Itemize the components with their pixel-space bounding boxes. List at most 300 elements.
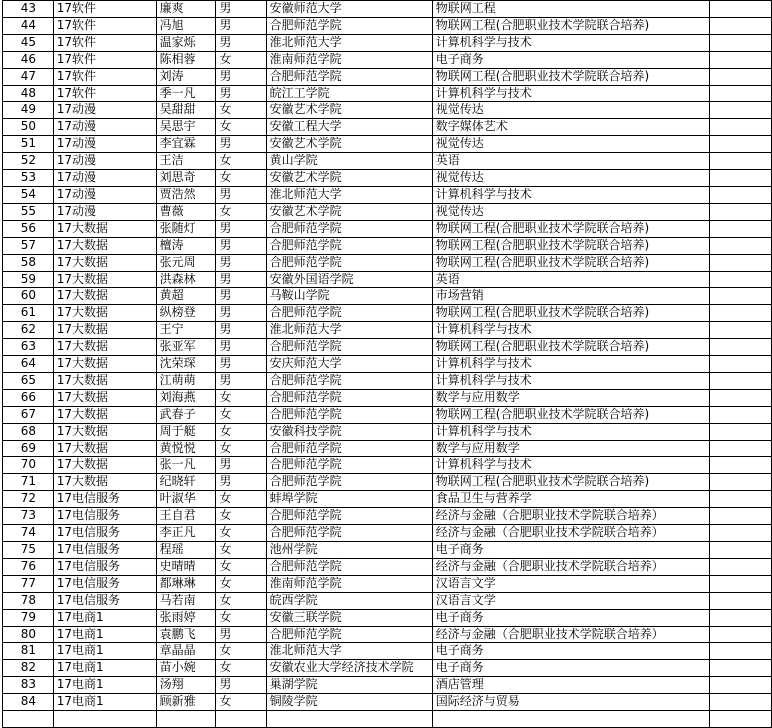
cell-class[interactable]: 17大数据 (53, 237, 156, 254)
cell-university[interactable]: 合肥师范学院 (266, 457, 432, 474)
cell-class[interactable]: 17电信服务 (53, 491, 156, 508)
cell-class[interactable]: 17大数据 (53, 440, 156, 457)
cell-university[interactable]: 合肥师范学院 (266, 474, 432, 491)
cell-program[interactable]: 物联网工程(合肥职业技术学院联合培养) (432, 17, 709, 34)
cell-program[interactable]: 计算机科学与技术 (432, 322, 709, 339)
cell-num[interactable]: 72 (3, 491, 54, 508)
cell-program[interactable]: 食品卫生与营养学 (432, 491, 709, 508)
cell-empty[interactable] (710, 356, 772, 373)
cell-class[interactable]: 17大数据 (53, 288, 156, 305)
cell-class[interactable]: 17动漫 (53, 119, 156, 136)
cell-gender[interactable]: 女 (216, 102, 266, 119)
cell-gender[interactable]: 男 (216, 186, 266, 203)
cell-num[interactable]: 70 (3, 457, 54, 474)
cell-program[interactable]: 计算机科学与技术 (432, 457, 709, 474)
cell-program[interactable]: 物联网工程 (432, 1, 709, 18)
cell-program[interactable]: 英语 (432, 153, 709, 170)
cell-university[interactable]: 安徽农业大学经济技术学院 (266, 660, 432, 677)
cell-empty[interactable] (710, 102, 772, 119)
cell-name[interactable]: 武春子 (156, 406, 216, 423)
cell-university[interactable]: 合肥师范学院 (266, 237, 432, 254)
cell-university[interactable]: 安徽艺术学院 (266, 102, 432, 119)
cell-empty[interactable] (710, 508, 772, 525)
cell-name[interactable]: 马若南 (156, 592, 216, 609)
cell-num[interactable]: 66 (3, 389, 54, 406)
cell-name[interactable]: 黄悦悦 (156, 440, 216, 457)
cell-empty[interactable] (710, 51, 772, 68)
cell-gender[interactable]: 女 (216, 389, 266, 406)
cell-class[interactable]: 17动漫 (53, 153, 156, 170)
cell-class[interactable]: 17大数据 (53, 406, 156, 423)
cell-name[interactable]: 史晴晴 (156, 558, 216, 575)
cell-num[interactable]: 57 (3, 237, 54, 254)
cell-empty[interactable] (710, 288, 772, 305)
cell-class[interactable]: 17软件 (53, 85, 156, 102)
cell-name[interactable]: 刘涛 (156, 68, 216, 85)
cell-gender[interactable]: 男 (216, 356, 266, 373)
cell-gender[interactable]: 男 (216, 136, 266, 153)
cell-empty[interactable] (710, 525, 772, 542)
cell-empty[interactable] (710, 389, 772, 406)
cell-program[interactable]: 物联网工程(合肥职业技术学院联合培养) (432, 406, 709, 423)
cell-program[interactable]: 物联网工程(合肥职业技术学院联合培养) (432, 254, 709, 271)
cell-program[interactable]: 计算机科学与技术 (432, 372, 709, 389)
cell-empty[interactable] (710, 491, 772, 508)
cell-num[interactable]: 63 (3, 339, 54, 356)
cell-gender[interactable]: 女 (216, 423, 266, 440)
cell-program[interactable]: 电子商务 (432, 643, 709, 660)
cell-num[interactable]: 82 (3, 660, 54, 677)
cell-university[interactable]: 铜陵学院 (266, 694, 432, 711)
cell-gender[interactable] (216, 711, 266, 728)
cell-num[interactable]: 60 (3, 288, 54, 305)
cell-class[interactable]: 17大数据 (53, 474, 156, 491)
cell-empty[interactable] (710, 34, 772, 51)
cell-class[interactable]: 17电信服务 (53, 508, 156, 525)
cell-num[interactable]: 68 (3, 423, 54, 440)
cell-name[interactable]: 都琳琳 (156, 575, 216, 592)
cell-gender[interactable]: 男 (216, 457, 266, 474)
cell-empty[interactable] (710, 339, 772, 356)
cell-class[interactable]: 17大数据 (53, 423, 156, 440)
cell-empty[interactable] (710, 406, 772, 423)
cell-program[interactable]: 国际经济与贸易 (432, 694, 709, 711)
cell-num[interactable]: 74 (3, 525, 54, 542)
cell-university[interactable]: 安徽外国语学院 (266, 271, 432, 288)
cell-empty[interactable] (710, 136, 772, 153)
cell-empty[interactable] (710, 119, 772, 136)
cell-gender[interactable]: 男 (216, 254, 266, 271)
cell-class[interactable]: 17电商1 (53, 694, 156, 711)
cell-empty[interactable] (710, 322, 772, 339)
cell-university[interactable]: 合肥师范学院 (266, 220, 432, 237)
cell-university[interactable]: 安徽三联学院 (266, 609, 432, 626)
cell-empty[interactable] (710, 17, 772, 34)
cell-name[interactable]: 温家烁 (156, 34, 216, 51)
cell-university[interactable]: 安徽艺术学院 (266, 136, 432, 153)
cell-university[interactable]: 安徽工程大学 (266, 119, 432, 136)
cell-university[interactable]: 黄山学院 (266, 153, 432, 170)
cell-university[interactable]: 合肥师范学院 (266, 525, 432, 542)
cell-num[interactable]: 65 (3, 372, 54, 389)
cell-name[interactable]: 纵榜登 (156, 305, 216, 322)
cell-empty[interactable] (710, 558, 772, 575)
cell-empty[interactable] (710, 305, 772, 322)
cell-program[interactable]: 数学与应用数学 (432, 389, 709, 406)
cell-program[interactable]: 数字媒体艺术 (432, 119, 709, 136)
cell-gender[interactable]: 男 (216, 17, 266, 34)
cell-program[interactable]: 电子商务 (432, 542, 709, 559)
cell-name[interactable]: 刘思奇 (156, 170, 216, 187)
cell-class[interactable]: 17电商1 (53, 660, 156, 677)
cell-gender[interactable]: 女 (216, 643, 266, 660)
cell-class[interactable]: 17大数据 (53, 220, 156, 237)
cell-gender[interactable]: 女 (216, 525, 266, 542)
cell-name[interactable]: 刘海燕 (156, 389, 216, 406)
cell-name[interactable]: 张一凡 (156, 457, 216, 474)
cell-empty[interactable] (710, 711, 772, 728)
cell-program[interactable]: 经济与金融（合肥职业技术学院联合培养） (432, 508, 709, 525)
cell-num[interactable]: 43 (3, 1, 54, 18)
cell-name[interactable]: 季一凡 (156, 85, 216, 102)
cell-empty[interactable] (710, 440, 772, 457)
cell-empty[interactable] (710, 457, 772, 474)
cell-name[interactable]: 张随灯 (156, 220, 216, 237)
cell-gender[interactable]: 男 (216, 237, 266, 254)
cell-university[interactable]: 合肥师范学院 (266, 372, 432, 389)
cell-gender[interactable]: 女 (216, 406, 266, 423)
cell-empty[interactable] (710, 186, 772, 203)
cell-empty[interactable] (710, 237, 772, 254)
cell-program[interactable]: 英语 (432, 271, 709, 288)
cell-university[interactable] (266, 711, 432, 728)
cell-class[interactable]: 17电商1 (53, 643, 156, 660)
cell-num[interactable]: 45 (3, 34, 54, 51)
cell-class[interactable]: 17电商1 (53, 609, 156, 626)
cell-empty[interactable] (710, 575, 772, 592)
cell-class[interactable]: 17大数据 (53, 305, 156, 322)
cell-num[interactable]: 81 (3, 643, 54, 660)
cell-num[interactable]: 52 (3, 153, 54, 170)
cell-empty[interactable] (710, 220, 772, 237)
cell-gender[interactable]: 男 (216, 85, 266, 102)
cell-empty[interactable] (710, 271, 772, 288)
cell-class[interactable]: 17动漫 (53, 136, 156, 153)
cell-empty[interactable] (710, 474, 772, 491)
cell-gender[interactable]: 女 (216, 119, 266, 136)
cell-university[interactable]: 皖西学院 (266, 592, 432, 609)
cell-empty[interactable] (710, 1, 772, 18)
cell-class[interactable]: 17电商1 (53, 677, 156, 694)
cell-program[interactable]: 计算机科学与技术 (432, 186, 709, 203)
cell-empty[interactable] (710, 609, 772, 626)
cell-name[interactable]: 王洁 (156, 153, 216, 170)
cell-name[interactable]: 袁鹏飞 (156, 626, 216, 643)
cell-num[interactable]: 47 (3, 68, 54, 85)
cell-program[interactable]: 酒店管理 (432, 677, 709, 694)
cell-program[interactable] (432, 711, 709, 728)
cell-university[interactable]: 合肥师范学院 (266, 440, 432, 457)
cell-university[interactable]: 合肥师范学院 (266, 17, 432, 34)
cell-program[interactable]: 物联网工程(合肥职业技术学院联合培养) (432, 68, 709, 85)
cell-university[interactable]: 合肥师范学院 (266, 389, 432, 406)
cell-empty[interactable] (710, 85, 772, 102)
cell-university[interactable]: 蚌埠学院 (266, 491, 432, 508)
cell-empty[interactable] (710, 660, 772, 677)
cell-program[interactable]: 汉语言文学 (432, 575, 709, 592)
cell-gender[interactable]: 女 (216, 491, 266, 508)
cell-university[interactable]: 安徽艺术学院 (266, 170, 432, 187)
cell-program[interactable]: 电子商务 (432, 51, 709, 68)
cell-num[interactable]: 55 (3, 203, 54, 220)
cell-gender[interactable]: 女 (216, 153, 266, 170)
cell-class[interactable]: 17大数据 (53, 254, 156, 271)
cell-program[interactable]: 经济与金融（合肥职业技术学院联合培养） (432, 626, 709, 643)
cell-gender[interactable]: 女 (216, 508, 266, 525)
cell-num[interactable]: 53 (3, 170, 54, 187)
cell-class[interactable]: 17大数据 (53, 372, 156, 389)
cell-num[interactable]: 58 (3, 254, 54, 271)
cell-gender[interactable]: 女 (216, 51, 266, 68)
cell-class[interactable]: 17电信服务 (53, 575, 156, 592)
cell-class[interactable]: 17大数据 (53, 457, 156, 474)
cell-name[interactable]: 廉爽 (156, 1, 216, 18)
cell-university[interactable]: 合肥师范学院 (266, 508, 432, 525)
cell-program[interactable]: 经济与金融（合肥职业技术学院联合培养） (432, 558, 709, 575)
cell-name[interactable]: 黄超 (156, 288, 216, 305)
cell-university[interactable]: 巢湖学院 (266, 677, 432, 694)
cell-empty[interactable] (710, 170, 772, 187)
cell-num[interactable]: 50 (3, 119, 54, 136)
cell-empty[interactable] (710, 203, 772, 220)
cell-num[interactable]: 62 (3, 322, 54, 339)
cell-gender[interactable]: 男 (216, 271, 266, 288)
cell-class[interactable] (53, 711, 156, 728)
cell-class[interactable]: 17大数据 (53, 322, 156, 339)
cell-empty[interactable] (710, 542, 772, 559)
cell-class[interactable]: 17电信服务 (53, 592, 156, 609)
cell-class[interactable]: 17电信服务 (53, 525, 156, 542)
cell-university[interactable]: 合肥师范学院 (266, 305, 432, 322)
cell-class[interactable]: 17软件 (53, 68, 156, 85)
cell-university[interactable]: 淮南师范学院 (266, 51, 432, 68)
cell-empty[interactable] (710, 254, 772, 271)
cell-class[interactable]: 17大数据 (53, 356, 156, 373)
cell-program[interactable]: 计算机科学与技术 (432, 356, 709, 373)
cell-gender[interactable]: 男 (216, 677, 266, 694)
cell-gender[interactable]: 男 (216, 288, 266, 305)
cell-num[interactable]: 71 (3, 474, 54, 491)
cell-num[interactable]: 54 (3, 186, 54, 203)
cell-gender[interactable]: 男 (216, 305, 266, 322)
cell-university[interactable]: 安徽师范大学 (266, 1, 432, 18)
cell-name[interactable]: 顾新雅 (156, 694, 216, 711)
cell-class[interactable]: 17软件 (53, 51, 156, 68)
cell-university[interactable]: 淮北师范大学 (266, 34, 432, 51)
cell-class[interactable]: 17软件 (53, 1, 156, 18)
cell-name[interactable]: 张元周 (156, 254, 216, 271)
cell-university[interactable]: 淮南师范学院 (266, 575, 432, 592)
cell-name[interactable]: 李宜霖 (156, 136, 216, 153)
cell-gender[interactable]: 女 (216, 440, 266, 457)
cell-program[interactable]: 计算机科学与技术 (432, 85, 709, 102)
cell-name[interactable]: 江萌萌 (156, 372, 216, 389)
cell-gender[interactable]: 女 (216, 558, 266, 575)
cell-class[interactable]: 17大数据 (53, 339, 156, 356)
cell-program[interactable]: 物联网工程(合肥职业技术学院联合培养) (432, 305, 709, 322)
cell-university[interactable]: 淮北师范大学 (266, 322, 432, 339)
cell-name[interactable] (156, 711, 216, 728)
cell-num[interactable]: 44 (3, 17, 54, 34)
cell-class[interactable]: 17大数据 (53, 271, 156, 288)
cell-university[interactable]: 合肥师范学院 (266, 339, 432, 356)
cell-program[interactable]: 电子商务 (432, 660, 709, 677)
cell-university[interactable]: 安徽艺术学院 (266, 203, 432, 220)
cell-num[interactable]: 75 (3, 542, 54, 559)
cell-num[interactable]: 76 (3, 558, 54, 575)
cell-empty[interactable] (710, 643, 772, 660)
cell-class[interactable]: 17软件 (53, 34, 156, 51)
cell-num[interactable]: 67 (3, 406, 54, 423)
cell-university[interactable]: 安徽科技学院 (266, 423, 432, 440)
cell-gender[interactable]: 男 (216, 34, 266, 51)
cell-gender[interactable]: 女 (216, 609, 266, 626)
cell-num[interactable]: 61 (3, 305, 54, 322)
cell-class[interactable]: 17动漫 (53, 186, 156, 203)
cell-num[interactable]: 83 (3, 677, 54, 694)
cell-name[interactable]: 叶淑华 (156, 491, 216, 508)
cell-gender[interactable]: 女 (216, 694, 266, 711)
cell-university[interactable]: 合肥师范学院 (266, 626, 432, 643)
cell-num[interactable]: 51 (3, 136, 54, 153)
cell-gender[interactable]: 女 (216, 170, 266, 187)
cell-name[interactable]: 曹薇 (156, 203, 216, 220)
cell-num[interactable]: 59 (3, 271, 54, 288)
cell-university[interactable]: 合肥师范学院 (266, 558, 432, 575)
cell-name[interactable]: 贾浩然 (156, 186, 216, 203)
cell-num[interactable]: 84 (3, 694, 54, 711)
cell-name[interactable]: 苗小婉 (156, 660, 216, 677)
cell-num[interactable]: 80 (3, 626, 54, 643)
cell-empty[interactable] (710, 592, 772, 609)
cell-empty[interactable] (710, 153, 772, 170)
cell-name[interactable]: 王宁 (156, 322, 216, 339)
cell-num[interactable]: 49 (3, 102, 54, 119)
cell-program[interactable]: 经济与金融（合肥职业技术学院联合培养） (432, 525, 709, 542)
cell-class[interactable]: 17大数据 (53, 389, 156, 406)
cell-program[interactable]: 物联网工程(合肥职业技术学院联合培养) (432, 474, 709, 491)
cell-num[interactable]: 69 (3, 440, 54, 457)
cell-university[interactable]: 淮北师范大学 (266, 186, 432, 203)
cell-num[interactable]: 56 (3, 220, 54, 237)
cell-class[interactable]: 17动漫 (53, 102, 156, 119)
cell-gender[interactable]: 男 (216, 322, 266, 339)
cell-num[interactable]: 48 (3, 85, 54, 102)
cell-name[interactable]: 洪森林 (156, 271, 216, 288)
cell-gender[interactable]: 男 (216, 339, 266, 356)
cell-gender[interactable]: 女 (216, 575, 266, 592)
cell-name[interactable]: 章晶晶 (156, 643, 216, 660)
cell-university[interactable]: 淮北师范大学 (266, 643, 432, 660)
cell-university[interactable]: 皖江工学院 (266, 85, 432, 102)
cell-class[interactable]: 17动漫 (53, 170, 156, 187)
cell-num[interactable]: 46 (3, 51, 54, 68)
cell-university[interactable]: 池州学院 (266, 542, 432, 559)
cell-empty[interactable] (710, 423, 772, 440)
cell-class[interactable]: 17电商1 (53, 626, 156, 643)
cell-university[interactable]: 合肥师范学院 (266, 254, 432, 271)
cell-program[interactable]: 物联网工程(合肥职业技术学院联合培养) (432, 339, 709, 356)
cell-gender[interactable]: 女 (216, 592, 266, 609)
cell-class[interactable]: 17电信服务 (53, 542, 156, 559)
cell-program[interactable]: 数学与应用数学 (432, 440, 709, 457)
cell-gender[interactable]: 男 (216, 626, 266, 643)
cell-name[interactable]: 周于艇 (156, 423, 216, 440)
cell-name[interactable]: 檀涛 (156, 237, 216, 254)
cell-program[interactable]: 视觉传达 (432, 203, 709, 220)
cell-program[interactable]: 视觉传达 (432, 136, 709, 153)
cell-gender[interactable]: 男 (216, 68, 266, 85)
cell-name[interactable]: 纪晓轩 (156, 474, 216, 491)
cell-university[interactable]: 安庆师范大学 (266, 356, 432, 373)
cell-name[interactable]: 陈相蓉 (156, 51, 216, 68)
cell-gender[interactable]: 男 (216, 1, 266, 18)
cell-program[interactable]: 视觉传达 (432, 102, 709, 119)
cell-gender[interactable]: 男 (216, 474, 266, 491)
cell-program[interactable]: 物联网工程(合肥职业技术学院联合培养) (432, 220, 709, 237)
cell-program[interactable]: 视觉传达 (432, 170, 709, 187)
cell-name[interactable]: 冯旭 (156, 17, 216, 34)
cell-program[interactable]: 汉语言文学 (432, 592, 709, 609)
cell-name[interactable]: 吴思宇 (156, 119, 216, 136)
cell-gender[interactable]: 女 (216, 203, 266, 220)
cell-empty[interactable] (710, 677, 772, 694)
cell-num[interactable] (3, 711, 54, 728)
cell-gender[interactable]: 男 (216, 372, 266, 389)
cell-name[interactable]: 张亚军 (156, 339, 216, 356)
cell-university[interactable]: 马鞍山学院 (266, 288, 432, 305)
cell-num[interactable]: 73 (3, 508, 54, 525)
cell-program[interactable]: 计算机科学与技术 (432, 423, 709, 440)
cell-empty[interactable] (710, 626, 772, 643)
cell-empty[interactable] (710, 68, 772, 85)
cell-program[interactable]: 市场营销 (432, 288, 709, 305)
cell-num[interactable]: 79 (3, 609, 54, 626)
cell-program[interactable]: 电子商务 (432, 609, 709, 626)
cell-num[interactable]: 64 (3, 356, 54, 373)
cell-name[interactable]: 沈荣琛 (156, 356, 216, 373)
cell-class[interactable]: 17软件 (53, 17, 156, 34)
cell-class[interactable]: 17电信服务 (53, 558, 156, 575)
cell-class[interactable]: 17动漫 (53, 203, 156, 220)
cell-gender[interactable]: 女 (216, 660, 266, 677)
cell-university[interactable]: 合肥师范学院 (266, 406, 432, 423)
cell-num[interactable]: 78 (3, 592, 54, 609)
cell-gender[interactable]: 男 (216, 220, 266, 237)
cell-name[interactable]: 汤翔 (156, 677, 216, 694)
cell-name[interactable]: 张雨婷 (156, 609, 216, 626)
cell-name[interactable]: 王自君 (156, 508, 216, 525)
cell-empty[interactable] (710, 372, 772, 389)
cell-gender[interactable]: 女 (216, 542, 266, 559)
cell-name[interactable]: 程瑶 (156, 542, 216, 559)
cell-program[interactable]: 计算机科学与技术 (432, 34, 709, 51)
cell-num[interactable]: 77 (3, 575, 54, 592)
cell-name[interactable]: 李正凡 (156, 525, 216, 542)
cell-empty[interactable] (710, 694, 772, 711)
cell-program[interactable]: 物联网工程(合肥职业技术学院联合培养) (432, 237, 709, 254)
cell-university[interactable]: 合肥师范学院 (266, 68, 432, 85)
